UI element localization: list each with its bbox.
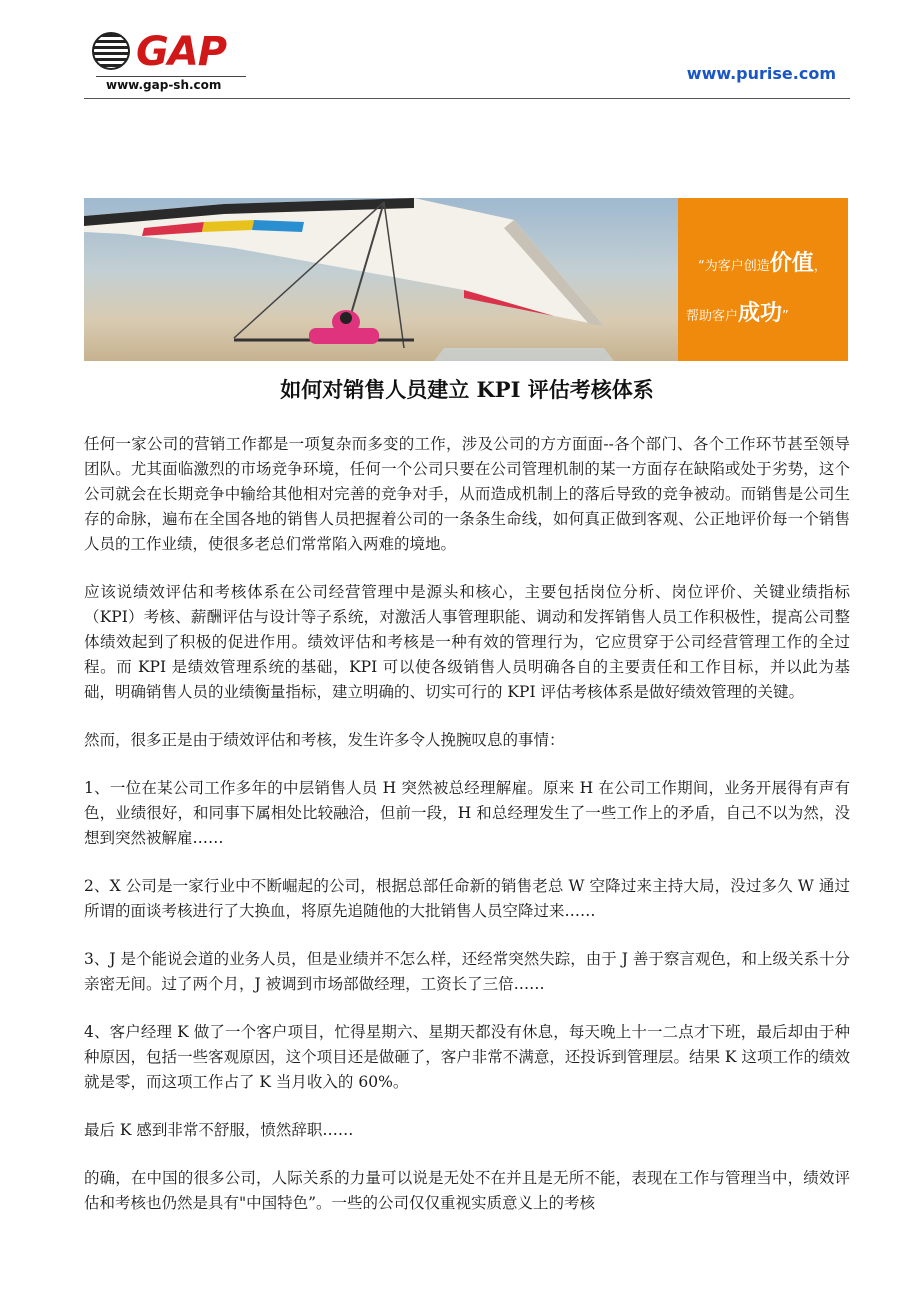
slogan-line-1: “为客户创造价值，	[698, 251, 827, 276]
paragraph-intro: 任何一家公司的营销工作都是一项复杂而多变的工作，涉及公司的方方面面--各个部门、各个工作环节甚至领导团队。尤其面临激烈的市场竞争环境，任何一个公司只要在公司管理机制的某一方面存在缺陷或处于劣势，这个公司就会在长期竞争中输给其他相对完善的竞争对手，从而造成机制上的落后导致的竞争被动。而销售是公司生存的命脉，遍布在全国各地的销售人员把握着公司的一条条生命线，如何真正做到客观、公正地评价每一个销售人员的工作业绩，使很多老总们常常陷入两难的境地。	[84, 435, 850, 553]
article-body	[84, 432, 850, 1239]
page-header	[84, 24, 850, 99]
slogan-line-2: 帮助客户成功”	[686, 301, 789, 326]
globe-icon	[92, 32, 130, 70]
gap-logo[interactable]	[92, 28, 252, 92]
paragraph-case-4: 4、客户经理 K 做了一个客户项目，忙得星期六、星期天都没有休息，每天晚上十一二点才下班，最后却由于种种原因，包括一些客观原因，这个项目还是做砸了，客户非常不满意，还投诉到管理层。结果 K 这项工作的绩效就是零，而这项工作占了 K 当月收入的 60%。	[84, 1023, 850, 1091]
paragraph-however: 然而，很多正是由于绩效评估和考核，发生许多令人挽腕叹息的事情：	[84, 731, 565, 749]
banner	[84, 198, 848, 361]
logo-wordmark: GAP	[136, 29, 227, 75]
article-title: 如何对销售人员建立 KPI 评估考核体系	[280, 377, 654, 402]
slogan-panel	[678, 198, 848, 361]
hang-glider-photo	[84, 198, 678, 361]
paragraph-conclusion: 的确，在中国的很多公司，人际关系的力量可以说是无处不在并且是无所不能，表现在工作与管理当中，绩效评估和考核也仍然是具有"中国特色”。一些的公司仅仅重视实质意义上的考核	[84, 1169, 850, 1212]
paragraph-resign: 最后 K 感到非常不舒服，愤然辞职……	[84, 1121, 354, 1139]
paragraph-case-1: 1、一位在某公司工作多年的中层销售人员 H 突然被总经理解雇。原来 H 在公司工作期间，业务开展得有声有色，业绩很好，和同事下属相处比较融洽，但前一段，H 和总经理发生了一些工作上的矛盾，自己不以为然，没想到突然被解雇……	[84, 779, 850, 847]
paragraph-case-2: 2、X 公司是一家行业中不断崛起的公司，根据总部任命新的销售老总 W 空降过来主持大局，没过多久 W 通过所谓的面谈考核进行了大换血，将原先追随他的大批销售人员空降过来……	[84, 877, 850, 920]
site-link[interactable]: www.purise.com	[686, 64, 836, 83]
paragraph-kpi-system: 应该说绩效评估和考核体系在公司经营管理中是源头和核心，主要包括岗位分析、岗位评价、关键业绩指标（KPI）考核、薪酬评估与设计等子系统，对激活人事管理职能、调动和发挥销售人员工作积极性，提高公司整体绩效起到了积极的促进作用。绩效评估和考核是一种有效的管理行为，它应贯穿于公司经营管理工作的全过程。而 KPI 是绩效管理系统的基础，KPI 可以使各级销售人员明确各自的主要责任和工作目标，并以此为基础，明确销售人员的业绩衡量指标，建立明确的、切实可行的 KPI 评估考核体系是做好绩效管理的关键。	[84, 583, 850, 701]
logo-divider	[96, 76, 246, 77]
paragraph-case-3: 3、J 是个能说会道的业务人员，但是业绩并不怎么样，还经常突然失踪，由于 J 善于察言观色，和上级关系十分亲密无间。过了两个月，J 被调到市场部做经理，工资长了三倍……	[84, 950, 850, 993]
hang-glider-illustration	[84, 198, 678, 361]
logo-url: www.gap-sh.com	[106, 78, 222, 92]
